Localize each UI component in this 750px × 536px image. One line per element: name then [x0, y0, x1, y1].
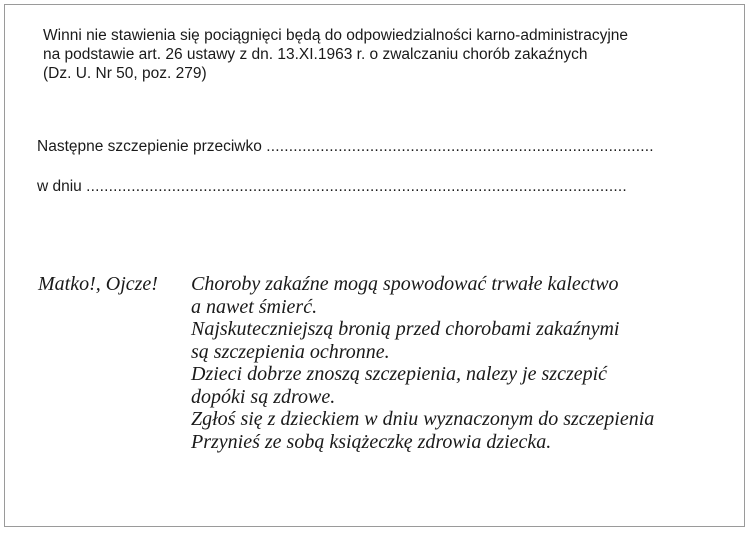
legal-notice [43, 26, 628, 83]
advice-line: dopóki są zdrowe. [191, 385, 336, 408]
advice-line: Zgłoś się z dzieckiem w dniu wyznaczonym do szczepienia [191, 408, 655, 430]
advice-line: Dzieci dobrze znoszą szczepienia, nalezy je szczepić [191, 363, 608, 385]
next-vaccination-field[interactable] [37, 138, 654, 156]
legal-notice-line: Winni nie stawienia się pociągnięci będą do odpowiedzialności karno-administracyjne [43, 27, 629, 44]
advice-line: Przynieś ze sobą książeczkę zdrowia dziecka. [191, 430, 552, 453]
advice-line: są szczepienia ochronne. [191, 340, 390, 363]
next-vaccination-dotted-line[interactable]: ...................................................................................... [266, 138, 654, 155]
date-label: w dniu [37, 178, 82, 195]
parents-greeting: Matko!, Ojcze! [38, 273, 158, 295]
vaccination-card [4, 4, 745, 527]
date-dotted-line[interactable]: ........................................................................................................................ [86, 178, 627, 195]
parents-advice [191, 273, 654, 453]
advice-line: a nawet śmierć. [191, 295, 318, 318]
advice-line: Choroby zakaźne mogą spowodować trwałe kalectwo [191, 273, 619, 295]
legal-notice-line: na podstawie art. 26 ustawy z dn. 13.XI.1963 r. o zwalczaniu chorób zakaźnych [43, 46, 588, 63]
advice-line: Najskuteczniejszą bronią przed chorobami zakaźnymi [191, 318, 620, 340]
legal-notice-line: (Dz. U. Nr 50, poz. 279) [43, 65, 207, 82]
next-vaccination-label: Następne szczepienie przeciwko [37, 138, 262, 155]
date-field[interactable] [37, 178, 627, 196]
